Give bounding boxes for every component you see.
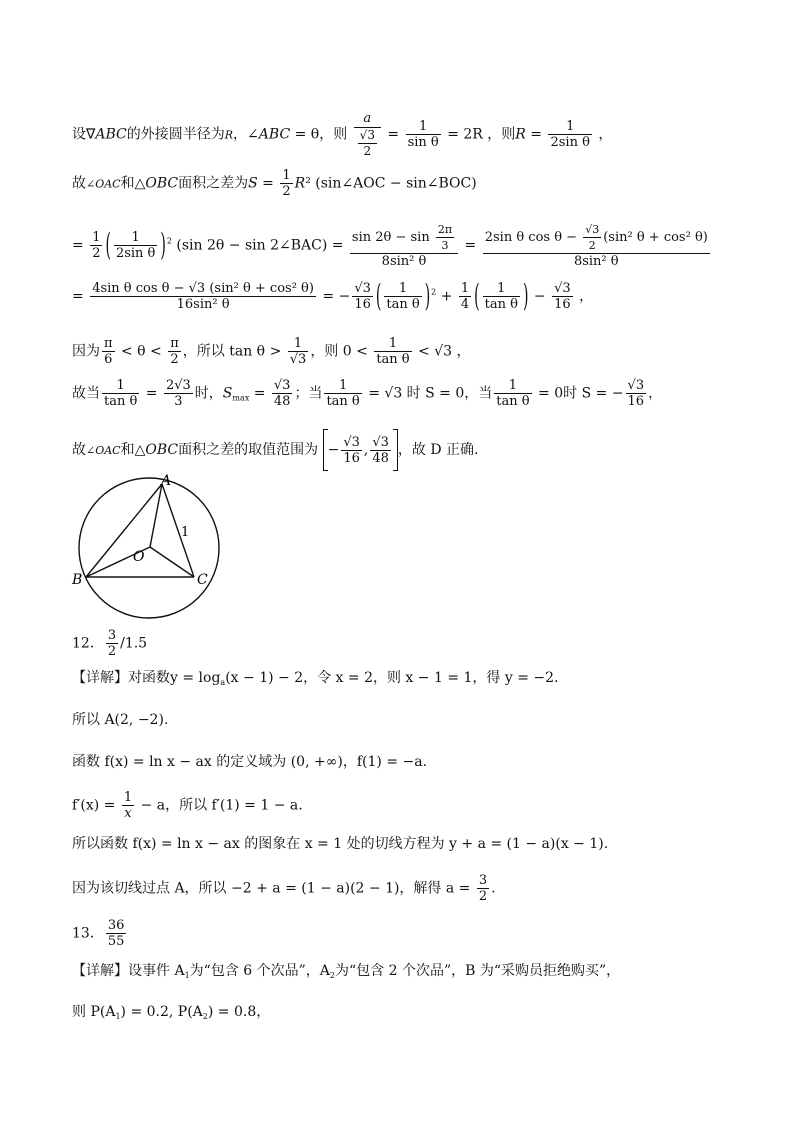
numerator: 1 — [374, 336, 411, 352]
text: 1 — [115, 1012, 121, 1021]
fraction — [354, 110, 381, 159]
text: 的外接圆半径为 — [126, 126, 225, 143]
text-line-4 — [72, 278, 594, 315]
denominator: 2sin θ — [550, 135, 590, 150]
text: OBC — [145, 442, 179, 458]
text: R — [224, 128, 234, 142]
label-one: 1 — [181, 525, 190, 540]
denominator: 48 — [273, 394, 291, 409]
text: 和△ — [120, 442, 146, 458]
text: 2 — [329, 971, 335, 980]
question-number: 13． — [72, 925, 104, 942]
fraction — [90, 281, 316, 312]
text: ABC — [95, 126, 127, 143]
text: ，故 D 正确. — [397, 442, 479, 458]
denominator: tan θ — [484, 297, 518, 312]
denominator: 6 — [104, 352, 113, 367]
text: = √3 时 S = 0，当 — [363, 385, 493, 402]
fraction — [350, 222, 458, 269]
fraction — [168, 336, 181, 367]
denominator: tan θ — [376, 352, 410, 367]
denominator: 2 — [107, 644, 117, 659]
text: + — [436, 288, 457, 305]
numerator: 1 — [123, 790, 133, 805]
text: = — [525, 126, 547, 143]
text: − — [327, 442, 340, 458]
fraction — [352, 281, 373, 312]
text: 面积之差的取值范围为 — [178, 442, 319, 458]
text: ABC — [258, 126, 291, 143]
numerator: 2π — [437, 223, 453, 236]
text: S — [222, 385, 233, 402]
fraction — [106, 918, 127, 949]
text-line-5 — [72, 336, 471, 367]
numerator: a — [354, 110, 381, 128]
numerator: 36 — [107, 918, 125, 933]
segment-oc — [150, 547, 194, 577]
text: 为“包含 6 个次品”，A — [189, 963, 330, 979]
fraction — [102, 378, 139, 409]
fraction — [626, 378, 647, 409]
text: 故当 — [72, 385, 100, 402]
text: = — [249, 385, 270, 402]
fraction — [406, 119, 441, 150]
text: (sin² θ + cos² θ) — [603, 230, 708, 245]
denominator: tan θ — [326, 394, 360, 409]
fraction — [384, 281, 421, 312]
text: ；当 — [294, 385, 323, 402]
text: ∠OAC — [86, 177, 121, 191]
text-line-11 — [72, 790, 303, 821]
denominator: 2 — [92, 246, 101, 261]
text: ，所以 tan θ > — [182, 343, 286, 360]
text: 2sin θ cos θ − — [484, 230, 582, 245]
text: ² (sin∠AOC − sin∠BOC) — [305, 175, 477, 192]
text: 则 P(A — [72, 1004, 116, 1020]
text: 因为 — [72, 343, 100, 360]
denominator: 48 — [372, 450, 389, 466]
numerator: π — [170, 336, 179, 351]
fraction — [280, 168, 292, 199]
text: a — [220, 678, 226, 687]
denominator: 55 — [107, 934, 125, 949]
numerator — [483, 222, 710, 254]
text: sin 2θ − sin — [351, 230, 434, 245]
paren: ) — [522, 278, 529, 315]
text: < √3 ， — [413, 343, 471, 360]
numerator: 1 — [92, 230, 101, 245]
numerator: 1 — [384, 281, 421, 297]
text: 时， — [194, 385, 223, 402]
numerator: 1 — [406, 119, 441, 135]
numerator: 1 — [282, 168, 291, 183]
fraction — [341, 435, 362, 466]
text: 所以函数 f(x) = ln x − ax 的图象在 x = 1 处的切线方程为 y + a = (1 − a)(x − 1). — [72, 836, 609, 852]
label-o: O — [133, 549, 145, 565]
text: = — [72, 288, 89, 305]
denominator: tan θ — [386, 297, 420, 312]
numerator: √3 — [585, 223, 600, 236]
denominator: √3 — [289, 352, 307, 367]
denominator: sin θ — [407, 135, 439, 150]
text: = — [141, 385, 162, 402]
text: 因为该切线过点 A，所以 −2 + a = (1 − a)(2 − 1)，解得 a = — [72, 880, 475, 897]
text: ， — [648, 385, 663, 402]
text: 【详解】对函数 — [72, 670, 170, 686]
text: 和△ — [120, 175, 146, 192]
text-line-12 — [72, 834, 608, 854]
text: = θ，则 — [290, 126, 348, 143]
numerator — [350, 222, 458, 254]
question-13 — [72, 918, 128, 949]
segment-oa — [150, 484, 162, 547]
numerator: 1 — [494, 378, 531, 394]
text: − — [529, 288, 551, 305]
text: = — [257, 175, 279, 192]
numerator: 1 — [288, 336, 309, 352]
label-a: A — [161, 473, 172, 489]
fraction — [106, 628, 118, 659]
fraction — [374, 336, 411, 367]
text: R — [294, 175, 306, 192]
text: S — [248, 175, 258, 192]
text: y = log — [170, 670, 221, 686]
label-b: B — [72, 572, 83, 588]
fraction — [483, 281, 520, 312]
text: 故 — [72, 442, 86, 458]
denominator: 16 — [354, 297, 371, 312]
text-line-1: 设∇ABC的外接圆半径为R，∠ABC = θ，则 $\frac{a}{\frac{√3}{2}}$ = $\frac{1}{\text{sin θ}}$ = 2R ，则R = $\frac{1}{\text{2sin θ}}$ ， — [72, 111, 613, 158]
text: = — [464, 237, 481, 254]
text: = 2R ，则 — [442, 126, 516, 143]
numerator: √3 — [354, 281, 371, 296]
text: 故 — [72, 175, 86, 192]
text: ，∠ — [233, 126, 259, 143]
denominator: 2 — [478, 889, 488, 904]
denominator: 2 — [282, 184, 291, 199]
text-line-13 — [72, 873, 496, 904]
question-number: 12． — [72, 635, 104, 652]
text-line-8 — [72, 668, 558, 693]
fraction — [483, 222, 710, 269]
numerator: 1 — [114, 230, 157, 246]
text: f′(x) = — [72, 797, 120, 814]
fraction — [272, 378, 293, 409]
text: 函数 f(x) = ln x − ax 的定义域为 (0, +∞)，f(1) = −a. — [72, 754, 427, 770]
text-line-14 — [72, 961, 620, 986]
text-line-9 — [72, 710, 168, 730]
text-line-6 — [72, 378, 662, 409]
circle-triangle-diagram — [70, 472, 230, 622]
text: (x − 1) − 2，令 x = 2，则 x − 1 = 1，得 y = −2. — [225, 670, 559, 686]
denominator: 16sin² θ — [176, 297, 230, 312]
denominator: tan θ — [496, 394, 530, 409]
fraction — [583, 222, 601, 253]
text-line-15 — [72, 1002, 270, 1027]
denominator: 2sin θ — [115, 246, 156, 261]
text-line-2 — [72, 168, 477, 199]
text: − a，所以 f′(1) = 1 − a. — [136, 797, 303, 814]
fraction — [122, 790, 134, 821]
numerator: 3 — [478, 873, 488, 888]
text: max — [232, 393, 250, 403]
denominator: 2 — [588, 239, 596, 252]
text: . — [491, 880, 496, 897]
text-line-3 — [72, 222, 712, 269]
denominator: 2 — [363, 144, 372, 158]
numerator: √3 — [273, 378, 291, 393]
denominator: x — [124, 806, 132, 821]
text: ∠OAC — [86, 444, 121, 457]
numerator: √3 — [359, 128, 375, 142]
label-c: C — [197, 572, 208, 588]
numerator: 1 — [483, 281, 520, 297]
fraction — [552, 281, 573, 312]
paren: ) — [160, 227, 166, 264]
text: 设 — [72, 126, 86, 143]
fraction — [494, 378, 531, 409]
text: (sin 2θ − sin 2∠BAC) = — [176, 237, 348, 254]
numerator: 1 — [102, 378, 139, 394]
text: = 0时 S = − — [533, 385, 624, 402]
numerator: 2√3 — [165, 378, 191, 393]
fraction — [114, 230, 157, 261]
text: 面积之差为 — [178, 175, 249, 192]
fraction — [477, 873, 489, 904]
text: ，则 0 < — [310, 343, 373, 360]
fraction — [164, 378, 193, 409]
numerator: √3 — [343, 434, 360, 450]
paren: ( — [105, 227, 111, 264]
text: 为“包含 2 个次品”，B 为“采购员拒绝购买”， — [334, 963, 621, 979]
fraction — [459, 281, 471, 312]
denominator: 16 — [343, 450, 360, 466]
numerator: √3 — [372, 434, 389, 450]
denominator — [354, 128, 381, 159]
text: R — [515, 126, 526, 143]
text: 2 — [202, 1012, 208, 1021]
side-ab — [86, 484, 162, 577]
text: ) = 0.2, P(A — [120, 1004, 203, 1020]
numerator: √3 — [554, 281, 571, 296]
fraction — [90, 230, 102, 261]
exponent: 2 — [166, 236, 172, 246]
text-line-7 — [72, 429, 478, 471]
fraction — [436, 222, 454, 253]
denominator: tan θ — [104, 394, 138, 409]
denominator: 3 — [174, 394, 183, 409]
text: OBC — [145, 175, 179, 192]
text: = − — [317, 288, 351, 305]
numerator: 1 — [460, 281, 470, 296]
triangle-symbol: ∇ — [86, 126, 96, 143]
text: ， — [574, 288, 594, 305]
text: 所以 A(2, −2). — [72, 712, 169, 728]
numerator: π — [104, 336, 113, 351]
fraction — [370, 435, 391, 466]
fraction — [102, 336, 115, 367]
text: ) = 0.8， — [207, 1004, 271, 1020]
question-12 — [72, 628, 147, 659]
denominator: 3 — [441, 239, 449, 252]
numerator: 4sin θ cos θ − √3 (sin² θ + cos² θ) — [92, 281, 314, 296]
fraction — [324, 378, 361, 409]
denominator: 4 — [460, 297, 470, 312]
text: < θ < — [116, 343, 167, 360]
text-line-10 — [72, 752, 427, 772]
paren: ( — [375, 278, 382, 315]
denominator: 2 — [170, 352, 179, 367]
text: /1.5 — [120, 635, 148, 652]
numerator: √3 — [627, 378, 645, 393]
fraction — [288, 336, 309, 367]
fraction — [548, 119, 591, 150]
denominator: 8sin² θ — [573, 254, 619, 269]
text: = — [72, 237, 89, 254]
text: , — [363, 442, 369, 458]
paren: ( — [474, 278, 480, 315]
numerator: 1 — [324, 378, 361, 394]
text: 【详解】设事件 A — [72, 963, 185, 979]
exponent: 2 — [431, 287, 437, 297]
denominator: 16 — [627, 394, 645, 409]
paren: ) — [424, 278, 431, 315]
text: 1 — [184, 971, 190, 980]
numerator: 3 — [107, 628, 117, 643]
denominator: 8sin² θ — [381, 254, 427, 269]
numerator: 1 — [548, 119, 591, 135]
denominator: 16 — [554, 297, 571, 312]
